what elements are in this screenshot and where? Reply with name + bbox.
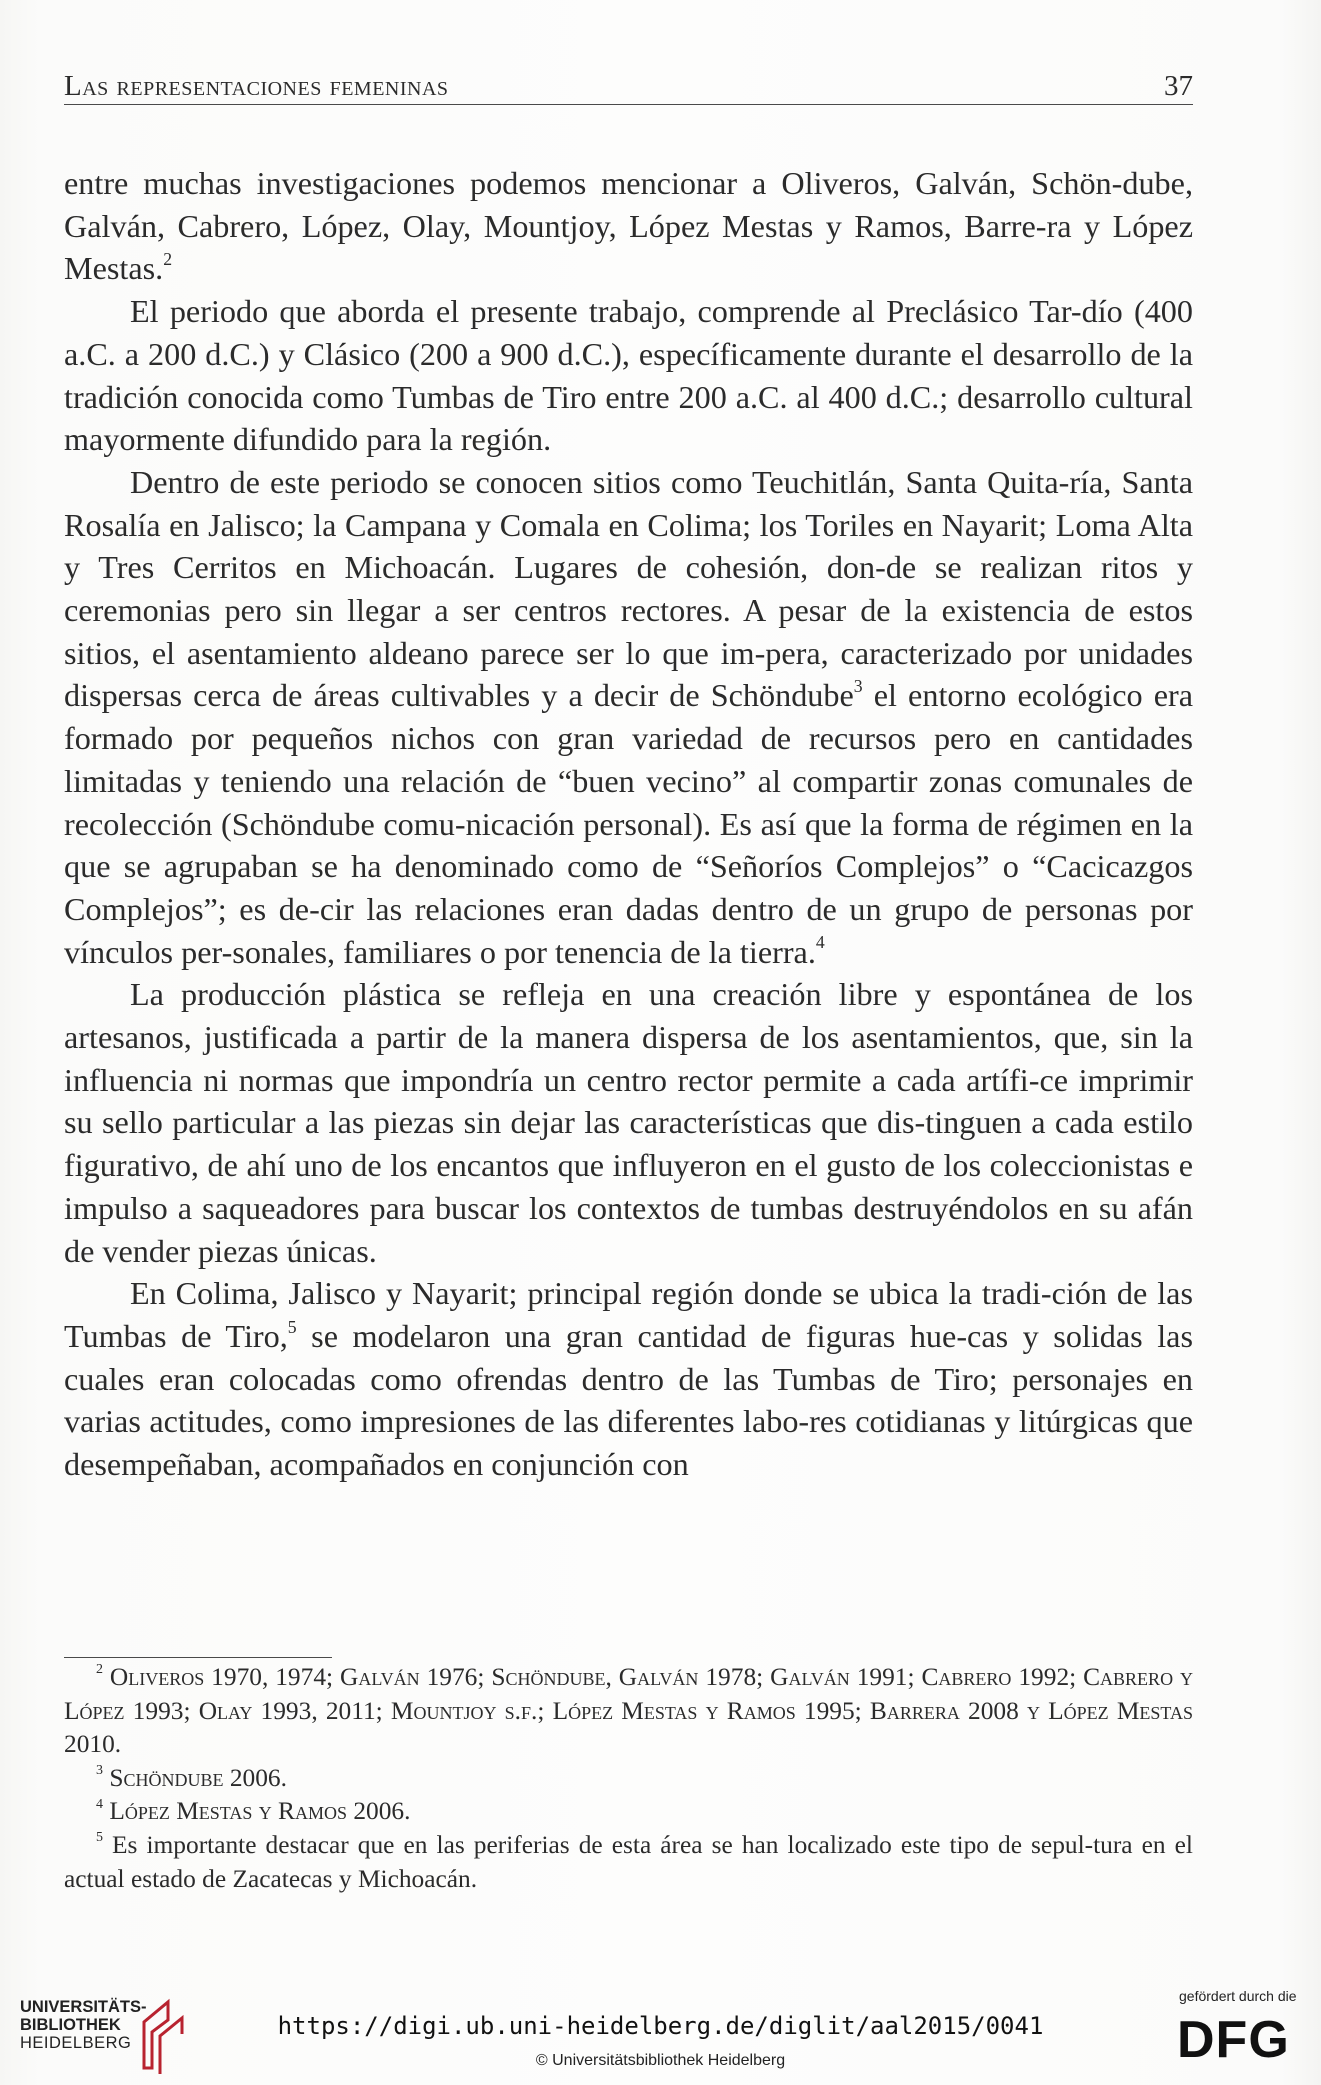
footnote-3: $^3$ Schöndube 2006. xyxy=(96,1763,287,1792)
footnote-ref-4[interactable]: 4 xyxy=(815,932,825,953)
paragraph-2: El periodo que aborda el presente trabajo, comprende al Preclásico Tar-dío (400 a.C. a 200 d.C.) y Clásico (200 a 900 d.C.), específicamente durante el desarrollo de la tradición conocida como Tumbas de Tiro entre 200 a.C. al 400 d.C.; desarrollo cultural mayormente difundido para la región. xyxy=(64,293,1193,458)
footnote-ref-5[interactable]: 5 xyxy=(287,1316,297,1337)
footnote-5: $^5$ Es importante destacar que en las periferias de esta área se han localizado este tipo de sepul-tura en el actual estado de Zacatecas y Michoacán. xyxy=(64,1830,1193,1893)
footnote-4: $^4$ López Mestas y Ramos 2006. xyxy=(96,1796,411,1826)
page-header xyxy=(64,64,1193,105)
copyright-notice: © Universitätsbibliothek Heidelberg xyxy=(535,2052,786,2069)
running-title: Las representaciones femeninas xyxy=(64,70,449,102)
footnote-2: $^2$ Oliveros 1970, 1974; Galván 1976; Schöndube, Galván 1978; Galván 1991; Cabrero 1992; Cabrero y López 1993; Olay 1993, 2011; Mountjoy s.f.; López Mestas y Ramos 1995; Barrera 2008 y López Mestas 2010. xyxy=(64,1662,1193,1759)
paragraph-4: La producción plástica se refleja en una creación libre y espontánea de los artesanos, justificada a partir de la manera dispersa de los asentamientos, que, sin la influencia ni normas que impondría un centro rector permite a cada artífi-ce imprimir su sello particular a las piezas sin dejar las características que dis-tinguen a cada estilo figurativo, de ahí uno de los encantos que influyeron en el gusto de los coleccionistas e impulso a saqueadores para buscar los contextos de tumbas destruyéndolos en su afán de vender piezas únicas. xyxy=(64,976,1193,1269)
page-footer xyxy=(0,1980,1321,2085)
footnote-ref-3[interactable]: 3 xyxy=(853,676,863,697)
library-name-line2: BIBLIOTHEK xyxy=(20,2016,121,2034)
funder-note: gefördert durch die xyxy=(1179,1988,1297,2004)
digital-library-url[interactable]: https://digi.ub.uni-heidelberg.de/diglit/aal2015/0041 xyxy=(277,2012,1044,2040)
footnote-ref-2[interactable]: 2 xyxy=(163,249,173,270)
footnote-divider xyxy=(64,1657,332,1658)
page-number: 37 xyxy=(1164,70,1193,102)
footnotes xyxy=(64,1661,1193,1896)
body-text xyxy=(64,162,1193,1486)
paragraph-3: Dentro de este periodo se conocen sitios como Teuchitlán, Santa Quita-ría, Santa Rosalía en Jalisco; la Campana y Comala en Colima; los Toriles en Nayarit; Loma Alta y Tres Cerritos en Michoacán. Lugares de cohesión, don-de se realizan ritos y ceremonias pero sin llegar a ser centros rectores. A pesar de la existencia de estos sitios, el asentamiento aldeano parece ser lo que im-pera, caracterizado por unidades dispersas cerca de áreas cultivables y a decir de Schöndube$^3$ el entorno ecológico era formado por pequeños nichos con gran variedad de recursos pero en cantidades limitadas y teniendo una relación de “buen vecino” al compartir zonas comunales de recolección (Schöndube comu-nicación personal). Es así que la forma de régimen en la que se agrupaban se ha denominado como de “Señoríos Complejos” o “Cacicazgos Complejos”; es de-cir las relaciones eran dadas dentro de un grupo de personas por vínculos per-sonales, familiares o por tenencia de la tierra.$^4$ xyxy=(64,463,1193,970)
library-name-line3: HEIDELBERG xyxy=(20,2034,132,2052)
dfg-logo: DFG xyxy=(1177,2011,1290,2069)
paragraph-1: entre muchas investigaciones podemos mencionar a Oliveros, Galván, Schön-dube, Galván, Cabrero, López, Olay, Mountjoy, López Mestas y Ramos, Barre-ra y López Mestas.$^2$ xyxy=(64,165,1193,287)
dfg-funding-logo[interactable] xyxy=(1155,1988,1305,2078)
library-name-line1: UNIVERSITÄTS- xyxy=(20,1998,147,2016)
paragraph-5: En Colima, Jalisco y Nayarit; principal región donde se ubica la tradi-ción de las Tumbas de Tiro,$^5$ se modelaron una gran cantidad de figuras hue-cas y solidas las cuales eran colocadas como ofrendas dentro de las Tumbas de Tiro; personajes en varias actitudes, como impresiones de las diferentes labo-res cotidianas y litúrgicas que desempeñaban, acompañados en conjunción con xyxy=(64,1275,1193,1483)
